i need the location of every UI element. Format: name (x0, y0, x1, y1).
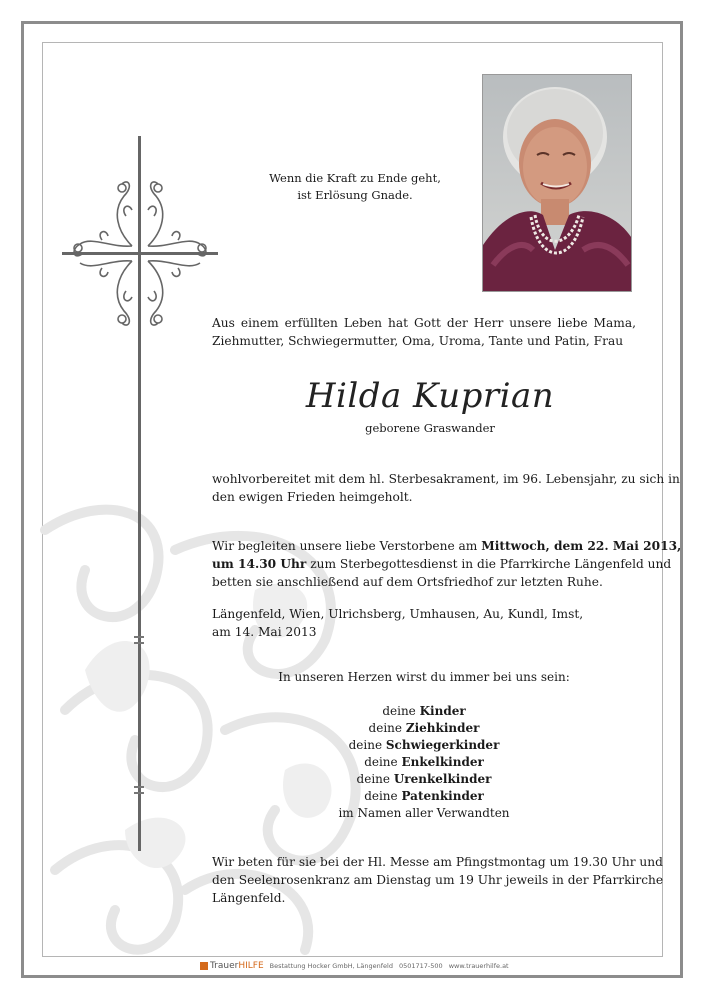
funeral-line-2 (212, 555, 672, 573)
places-line-1: Längenfeld, Wien, Ulrichsberg, Umhausen, Au, Kundl, Imst, (212, 607, 584, 621)
quote-line-1: Wenn die Kraft zu Ende geht, (269, 171, 441, 185)
mourner-item (212, 771, 636, 788)
quote-line-2: ist Erlösung Gnade. (297, 188, 413, 202)
intro-line-2: Ziehmutter, Schwiegermutter, Oma, Uroma, Tante und Patin, Frau (212, 334, 624, 348)
deceased-name: Hilda Kuprian (305, 376, 555, 416)
mass-text (212, 853, 664, 907)
intro-line-1: Aus einem erfüllten Leben hat Gott der Herr unsere liebe Mama, (212, 316, 636, 330)
mourner-role: Enkelkinder (401, 755, 484, 769)
places-line-2: am 14. Mai 2013 (212, 625, 317, 639)
mourner-prefix: deine (364, 789, 398, 803)
mourner-role: Ziehkinder (405, 721, 480, 735)
footer (200, 961, 540, 971)
passing-text (212, 470, 680, 506)
mourners-closing: im Namen aller Verwandten (338, 806, 510, 820)
mourner-prefix: deine (382, 704, 416, 718)
mourner-item (212, 788, 636, 805)
places-text (212, 605, 636, 641)
mass-line-2: den Seelenrosenkranz am Dienstag um 19 Uhr jeweils in der Pfarrkirche (212, 873, 664, 887)
maiden-name: geborene Graswander (365, 421, 495, 435)
mass-line-1: Wir beten für sie bei der Hl. Messe am Pfingstmontag um 19.30 Uhr und (212, 855, 663, 869)
mourner-prefix: deine (348, 738, 383, 752)
funeral-post: zum Sterbegottesdienst in die Pfarrkirche Längenfeld und (306, 557, 672, 571)
footer-phone: 0501717-500 (398, 962, 443, 970)
portrait-photo (482, 74, 632, 292)
mourner-prefix: deine (356, 772, 390, 786)
brand-trauer: Trauer (210, 961, 239, 971)
passing-line-1: wohlvorbereitet mit dem hl. Sterbesakrament, im 96. Lebensjahr, zu sich in (212, 472, 680, 486)
intro-text (212, 314, 636, 350)
trauerhilfe-logo-icon (200, 962, 208, 970)
mourner-item (212, 720, 636, 737)
passing-line-2: den ewigen Frieden heimgeholt. (212, 490, 413, 504)
mourner-role: Urenkelkinder (393, 772, 492, 786)
hearts-line: In unseren Herzen wirst du immer bei uns sein: (278, 670, 570, 684)
mass-line-3: Längenfeld. (212, 891, 286, 905)
cross-icon (62, 136, 222, 856)
mourner-prefix: deine (368, 721, 402, 735)
mourner-item (212, 737, 636, 754)
mourner-item (212, 703, 636, 720)
footer-company: Bestattung Hocker GmbH, Längenfeld (269, 962, 393, 970)
mourner-role: Patenkinder (401, 789, 484, 803)
brand-hilfe: HILFE (238, 961, 264, 971)
mourner-prefix: deine (364, 755, 398, 769)
footer-website: www.trauerhilfe.at (448, 962, 509, 970)
quote (250, 170, 460, 204)
funeral-line-3: betten sie anschließend auf dem Ortsfriedhof zur letzten Ruhe. (212, 575, 603, 589)
mourner-role: Kinder (419, 704, 466, 718)
funeral-text (212, 537, 682, 591)
funeral-time: um 14.30 Uhr (212, 557, 307, 571)
funeral-date: Mittwoch, dem 22. Mai 2013, (481, 539, 682, 553)
funeral-pre: Wir begleiten unsere liebe Verstorbene am (212, 539, 482, 553)
portrait-icon (483, 75, 632, 292)
funeral-line-1 (212, 537, 682, 555)
mourners-list (212, 703, 636, 822)
mourner-role: Schwiegerkinder (385, 738, 500, 752)
mourner-item (212, 754, 636, 771)
